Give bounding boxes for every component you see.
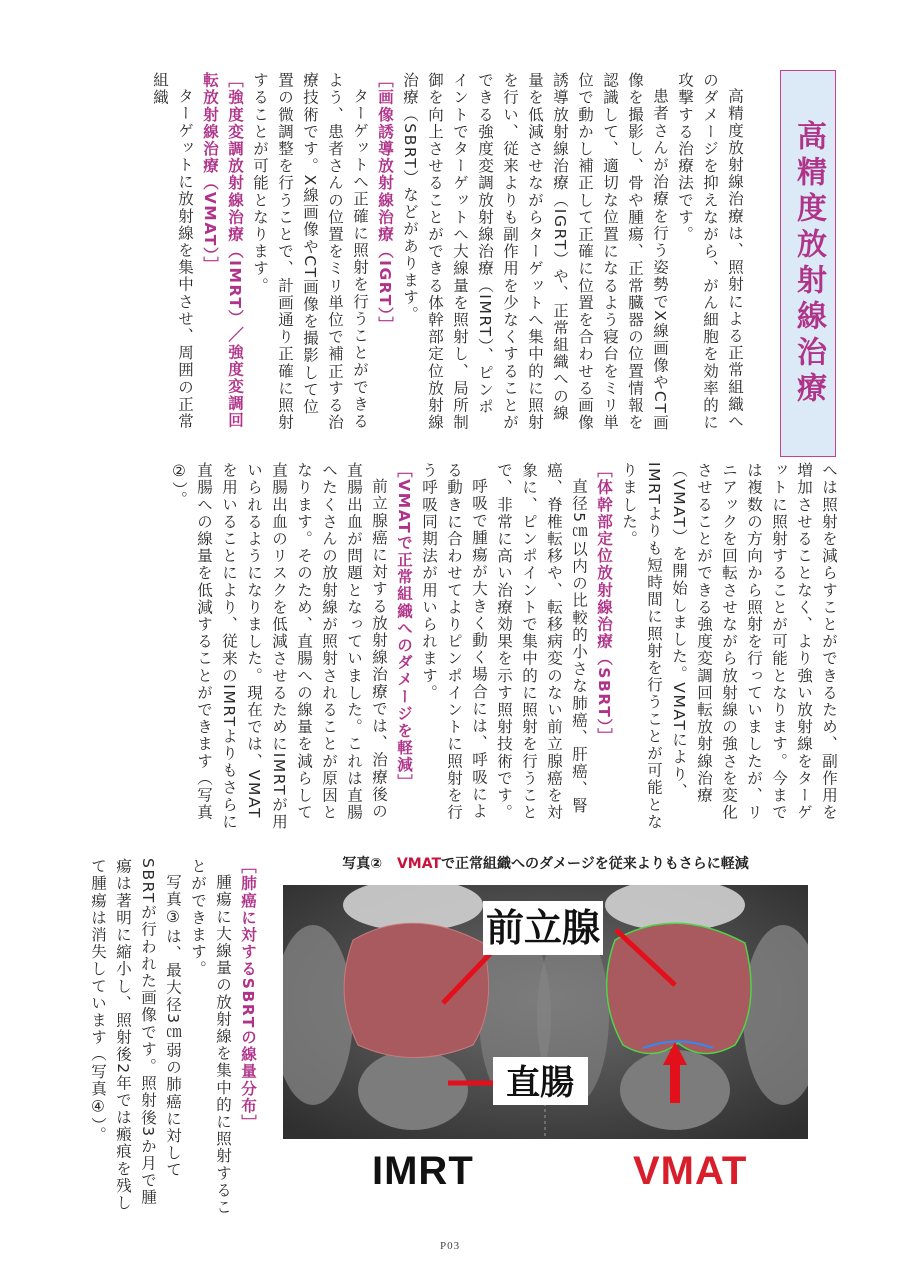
paragraph: へは照射を減らすことができるため、副作用を増加させることなく、より強い放射線をターゲットに照射することが可能となります。今までは複数の方向から照射を行っていましたが、リニアックを回転させながら放射線の強さを変化させることができる強度変調回転放射線治療（VMAT）を開始しました。VMATにより、IMRTよりも短時間に照射を行うことが可能となりました。 xyxy=(620,462,838,831)
page-title: 高精度放射線治療 xyxy=(791,119,826,408)
label-prostate: 前立腺 xyxy=(485,906,601,950)
ct-scan-graphic xyxy=(283,885,808,1139)
text-section-middle xyxy=(51,462,841,834)
caption-highlight: VMAT xyxy=(396,856,442,872)
paragraph: ターゲットに放射線を集中させ、周囲の正常組織 xyxy=(151,72,194,430)
page-number: P03 xyxy=(440,1240,461,1252)
section-heading: ［肺癌に対するSBRTの線量分布］ xyxy=(239,858,257,1132)
label-rectum: 直腸 xyxy=(506,1063,574,1103)
paragraph: ターゲットへ正確に照射を行うことができるよう、患者さんの位置をミリ単位で補正する治療技術です。X線画像やCT画像を撮影して位置の微調整を行うことで、計画通り正確に照射することが可能となります。 xyxy=(251,72,369,432)
section-heading: ［体幹部定位放射線治療（SBRT）］ xyxy=(595,462,613,745)
text-section-top xyxy=(47,72,747,432)
paragraph: 呼吸で腫瘍が大きく動く場合には、呼吸による動きに合わせてよりピンポイントに照射を行う呼吸同期法が用いられます。 xyxy=(420,462,488,822)
photo-caption xyxy=(283,853,808,873)
label-vmat: VMAT xyxy=(633,1149,748,1193)
paragraph: 直径5㎝以内の比較的小さな肺癌、肝癌、腎癌、脊椎転移や、転移病変のない前立腺癌を対象に、ピンポイントで集中的に照射を行うことで、非常に高い治療効果を示す照射技術です。 xyxy=(495,462,588,822)
paragraph: 写真③は、最大径3㎝弱の肺癌に対してSBRTが行われた画像です。照射後3か月で腫瘍は著明に縮小し、照射後2年では瘢痕を残して腫瘍は消失しています（写真④）。 xyxy=(89,858,182,1212)
paragraph: 前立腺癌に対する放射線治療では、治療後の直腸出血が問題となっていました。これは直腸へたくさんの放射線が照射されることが原因となります。そのため、直腸への線量を減らして直腸出血のリスクを低減させるためにIMRTが用いられるようになりました。現在では、VMATを用いることにより、従来のIMRTよりもさらに直腸への線量を低減することができます（写真②）。 xyxy=(170,462,388,831)
section-heading: ［強度変調放射線治療（IMRT）／強度変調回転放射線治療（VMAT）］ xyxy=(201,72,244,430)
caption-prefix: 写真② xyxy=(342,856,383,872)
label-imrt: IMRT xyxy=(372,1149,474,1193)
section-heading: ［画像誘導放射線治療（IGRT）］ xyxy=(376,72,394,334)
caption-rest: で正常組織へのダメージを従来よりもさらに軽減 xyxy=(441,856,749,872)
section-heading: ［VMATで正常組織へのダメージを軽減］ xyxy=(395,462,413,791)
ct-comparison-image xyxy=(283,885,808,1139)
paragraph: 腫瘍に大線量の放射線を集中的に照射することができます。 xyxy=(189,858,232,1216)
paragraph: 患者さんが治療を行う姿勢でX線画像やCT画像を撮影し、骨や腫瘍、正常臓器の位置情報を認識して、適切な位置になるよう寝台をミリ単位で動かし補正して正確に位置を合わせる画像誘導放射線治療（IGRT）や、正常組織への線量を低減させながらターゲットへ集中的に照射を行い、従来よりも副作用を少なくすることができる強度変調放射線治療（IMRT）、ピンポイントでターゲットへ大線量を照射し、局所制御を向上させることができる体幹部定位放射線治療（SBRT）などがあります。 xyxy=(401,72,669,432)
title-box xyxy=(780,70,836,457)
paragraph: 高精度放射線治療は、照射による正常組織へのダメージを抑えながら、がん細胞を効率的に攻撃する治療法です。 xyxy=(676,72,744,432)
text-section-bottom xyxy=(50,858,260,1218)
